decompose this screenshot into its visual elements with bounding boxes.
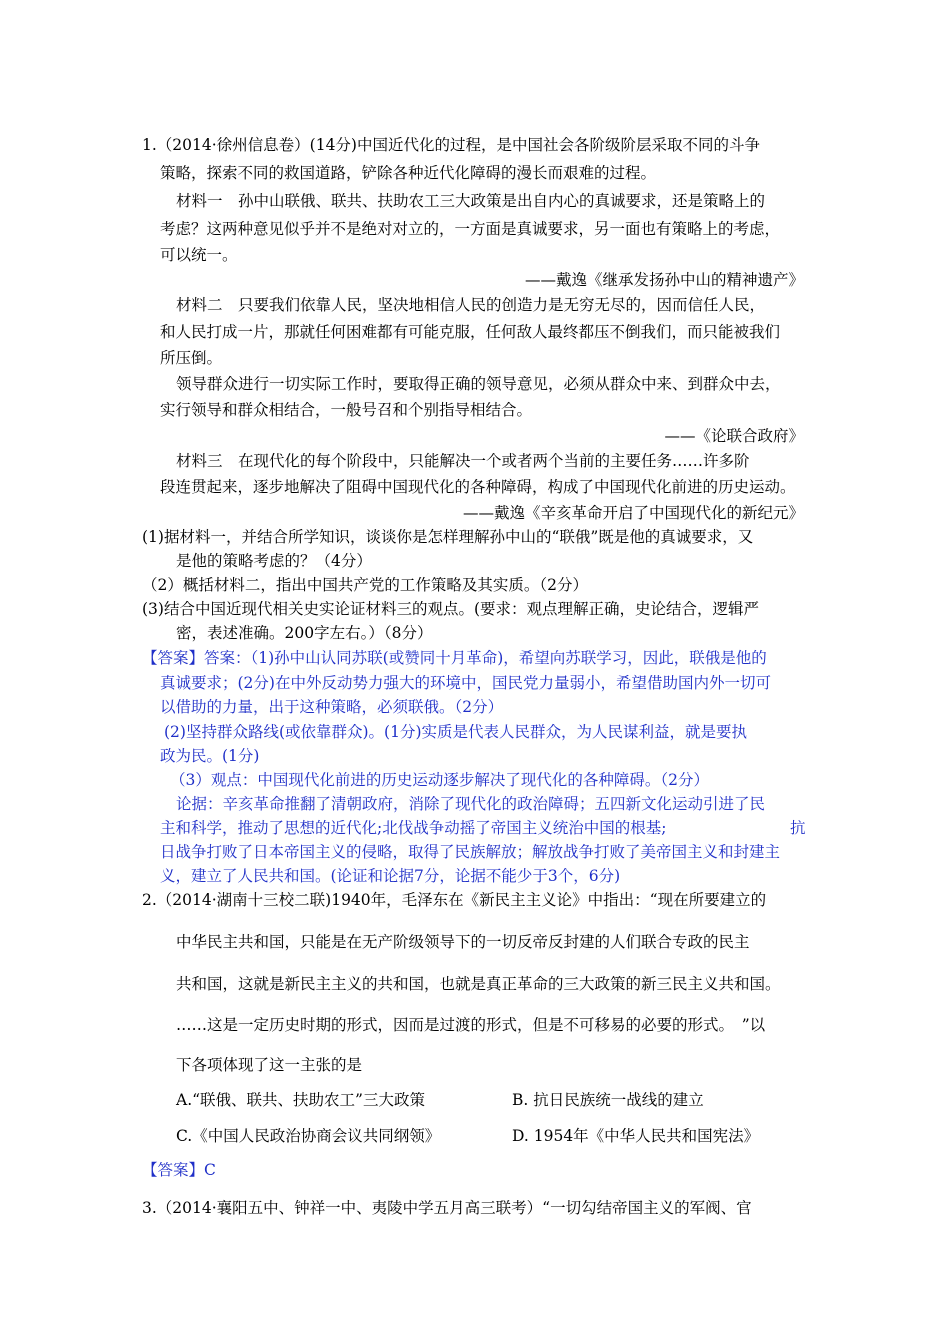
q1-answer-text-1: 答案：（1)孙中山认同苏联(或赞同十月革命)，希望向苏联学习，因此，联俄是他的 [204, 649, 767, 667]
q2-option-d: D. 1954年《中华人民共和国宪法》 [512, 1127, 760, 1145]
q2-answer-tag: 【答案】 [142, 1161, 205, 1179]
q1-answer-line-8-end: 抗 [790, 819, 806, 837]
q2-answer-value: C [204, 1161, 216, 1179]
q1-subquestion-1-line-1: (1)据材料一，并结合所学知识，谈谈你是怎样理解孙中山的“联俄”既是他的真诚要求，又 [142, 528, 754, 546]
q1-material1-line-3: 可以统一。 [160, 246, 238, 264]
q1-answer-line-4: (2)坚持群众路线(或依靠群众)。(1分)实质是代表人民群众，为人民谋利益，就是要执 [164, 723, 748, 741]
q1-answer-line-10: 义，建立了人民共和国。(论证和论据7分，论据不能少于3个，6分) [160, 867, 621, 885]
q3-stem-line-1: 3.（2014·襄阳五中、钟祥一中、夷陵中学五月高三联考）“一切勾结帝国主义的军阀、官 [142, 1199, 752, 1217]
q1-material1-source: ——戴逸《继承发扬孙中山的精神遗产》 [524, 271, 804, 289]
q1-subquestion-2: （2）概括材料二，指出中国共产党的工作策略及其实质。（2分） [142, 576, 588, 594]
q1-answer-line-5: 政为民。(1分) [160, 747, 260, 765]
q1-material3-source: ——戴逸《辛亥革命开启了中国现代化的新纪元》 [462, 504, 804, 522]
q1-material3-line-1: 材料三 在现代化的每个阶段中，只能解决一个或者两个当前的主要任务……许多阶 [176, 452, 750, 470]
q2-stem-line-4: ……这是一定历史时期的形式，因而是过渡的形式，但是不可移易的必要的形式。 ”以 [176, 1016, 766, 1034]
q1-answer-tag: 【答案】 [142, 649, 205, 667]
q1-material1-line-2: 考虑？这两种意见似乎并不是绝对对立的，一方面是真诚要求，另一面也有策略上的考虑， [160, 220, 781, 238]
q2-stem-line-1: 2.（2014·湖南十三校二联)1940年，毛泽东在《新民主主义论》中指出：“现在所要建立的 [142, 891, 767, 909]
q1-subquestion-3-line-2: 密，表述准确。200字左右。）（8分） [176, 624, 433, 642]
q1-material1-line-1: 材料一 孙中山联俄、联共、扶助农工三大政策是出自内心的真诚要求，还是策略上的 [176, 192, 766, 210]
q1-material2-line-2: 和人民打成一片，那就任何困难都有可能克服，任何敌人最终都压不倒我们，而只能被我们 [160, 323, 781, 341]
q1-subquestion-3-line-1: (3)结合中国近现代相关史实论证材料三的观点。(要求：观点理解正确，史论结合，逻辑严 [142, 600, 760, 618]
q2-answer [142, 1160, 216, 1180]
q2-option-a: A.“联俄、联共、扶助农工”三大政策 [176, 1091, 425, 1109]
q1-answer-line-9: 日战争打败了日本帝国主义的侵略，取得了民族解放；解放战争打败了美帝国主义和封建主 [160, 843, 781, 861]
q1-material2-line-5: 实行领导和群众相结合，一般号召和个别指导相结合。 [160, 401, 533, 419]
q2-stem-line-3: 共和国，这就是新民主主义的共和国，也就是真正革命的三大政策的新三民主义共和国。 [176, 975, 781, 993]
q2-option-c: C.《中国人民政治协商会议共同纲领》 [176, 1127, 441, 1145]
q1-material2-source: ——《论联合政府》 [664, 427, 804, 445]
q1-material3-line-2: 段连贯起来，逐步地解决了阻碍中国现代化的各种障碍，构成了中国现代化前进的历史运动。 [160, 478, 796, 496]
q2-option-b: B. 抗日民族统一战线的建立 [512, 1091, 704, 1109]
q1-answer-line-1 [142, 648, 767, 668]
q1-material2-line-4: 领导群众进行一切实际工作时，要取得正确的领导意见，必须从群众中来、到群众中去， [176, 375, 781, 393]
q2-stem-line-5: 下各项体现了这一主张的是 [176, 1056, 363, 1074]
q1-material2-line-1: 材料二 只要我们依靠人民，坚决地相信人民的创造力是无穷无尽的，因而信任人民， [176, 296, 766, 314]
q1-answer-line-6: （3）观点：中国现代化前进的历史运动逐步解决了现代化的各种障碍。（2分） [170, 771, 709, 789]
q1-stem-line-2: 策略，探索不同的救国道路，铲除各种近代化障碍的漫长而艰难的过程。 [160, 164, 657, 182]
q1-subquestion-1-line-2: 是他的策略考虑的？（4分） [176, 552, 372, 570]
q1-material2-line-3: 所压倒。 [160, 349, 223, 367]
q1-answer-line-7: 论据：辛亥革命推翻了清朝政府，消除了现代化的政治障碍；五四新文化运动引进了民 [176, 795, 766, 813]
q1-stem-line-1: 1.（2014·徐州信息卷）(14分)中国近代化的过程，是中国社会各阶级阶层采取不同的斗争 [142, 136, 760, 154]
q1-answer-line-2: 真诚要求；(2分)在中外反动势力强大的环境中，国民党力量弱小，希望借助国内外一切可 [160, 674, 771, 692]
q2-stem-line-2: 中华民主共和国，只能是在无产阶级领导下的一切反帝反封建的人们联合专政的民主 [176, 933, 750, 951]
q1-answer-line-3: 以借助的力量，出于这种策略，必须联俄。（2分） [160, 698, 504, 716]
q1-answer-line-8: 主和科学，推动了思想的近代化;北伐战争动摇了帝国主义统治中国的根基; [160, 819, 667, 837]
